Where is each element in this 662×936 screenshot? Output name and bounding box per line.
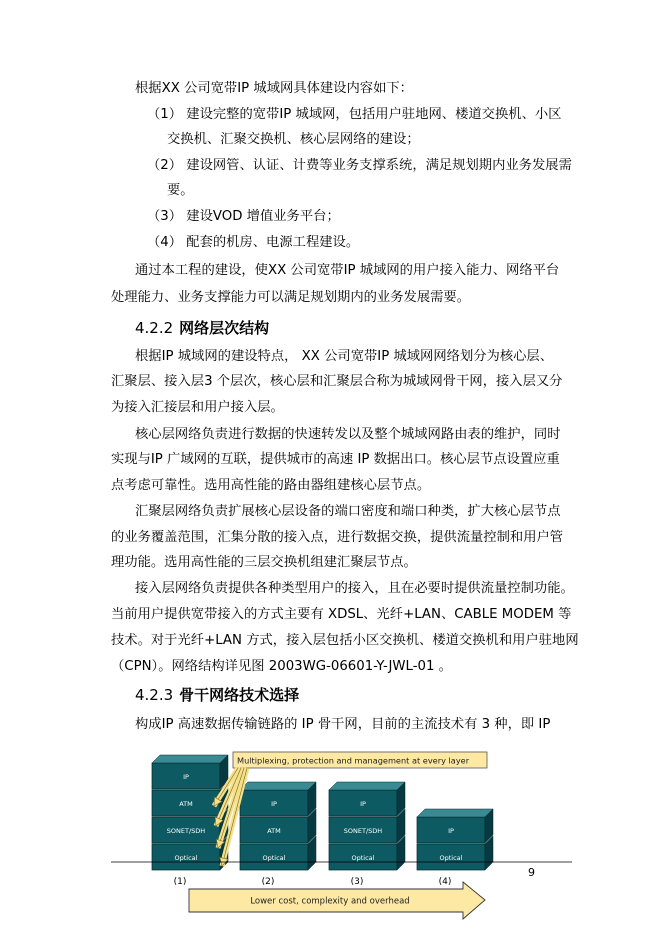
page-number: 9 bbox=[528, 866, 535, 879]
lower-cost-arrow-label: Lower cost, complexity and overhead bbox=[250, 896, 410, 907]
s422-line-2: 汇聚层、接入层3 个层次，核心层和汇聚层合称为城域网骨干网，接入层又分 bbox=[111, 374, 563, 389]
stack-layer-label: Optical bbox=[262, 854, 286, 862]
stack-layer-label: Optical bbox=[351, 854, 375, 862]
acc-line-3: 技术。对于光纤+LAN 方式，接入层包括小区交换机、楼道交换机和用户驻地网 bbox=[111, 633, 579, 648]
list-item-3: （3） 建设VOD 增值业务平台； bbox=[147, 209, 340, 224]
stack-layer-label: IP bbox=[271, 800, 277, 808]
list-item-1-line-1: （1） 建设完整的宽带IP 城域网，包括用户驻地网、楼道交换机、小区 bbox=[147, 107, 562, 122]
summary-line-1: 通过本工程的建设，使XX 公司宽带IP 城域网的用户接入能力、网络平台 bbox=[135, 263, 560, 278]
stack-layer-top bbox=[417, 809, 493, 817]
acc-line-2: 当前用户提供宽带接入的方式主要有 XDSL、光纤+LAN、CABLE MODEM 等 bbox=[111, 607, 572, 622]
stack-layer-label: ATM bbox=[179, 800, 193, 808]
section-title: 网络层次结构 bbox=[179, 319, 270, 337]
stack-layer-label: SONET/SDH bbox=[166, 827, 206, 835]
agg-line-3: 理功能。选用高性能的三层交换机组建汇聚层节点。 bbox=[111, 555, 417, 570]
agg-line-1: 汇聚层网络负责扩展核心层设备的端口密度和端口种类，扩大核心层节点 bbox=[135, 504, 561, 519]
stack-layer-label: Optical bbox=[439, 854, 463, 862]
list-item-2-line-2: 要。 bbox=[167, 183, 194, 198]
stack-layer-top bbox=[240, 782, 316, 790]
summary-line-2: 处理能力、业务支撑能力可以满足规划期内的业务发展需要。 bbox=[111, 290, 471, 305]
stack-layer-label: IP bbox=[360, 800, 366, 808]
list-item-4: （4） 配套的机房、电源工程建设。 bbox=[147, 235, 360, 250]
callout-text: Multiplexing, protection and management at every layer bbox=[237, 755, 470, 766]
stack-layer-label: IP bbox=[448, 827, 454, 835]
stack-layer-label: Optical bbox=[174, 854, 198, 862]
list-item-1-line-2: 交换机、汇聚交换机、核心层网络的建设； bbox=[167, 132, 420, 147]
core-line-3: 点考虑可靠性。选用高性能的路由器组建核心层节点。 bbox=[111, 478, 431, 493]
stack-label: (2) bbox=[261, 877, 275, 887]
section-title: 骨干网络技术选择 bbox=[179, 686, 300, 704]
s423-line-1: 构成IP 高速数据传输链路的 IP 骨干网，目前的主流技术有 3 种，即 IP bbox=[135, 717, 551, 732]
core-line-1: 核心层网络负责进行数据的快速转发以及整个城域网路由表的维护，同时 bbox=[135, 427, 561, 442]
stack-label: (3) bbox=[350, 877, 364, 887]
stack-layer-label: ATM bbox=[267, 827, 281, 835]
s422-line-1: 根据IP 城域网的建设特点， XX 公司宽带IP 城域网网络划分为核心层、 bbox=[135, 349, 554, 364]
stack-layer-label: IP bbox=[183, 773, 189, 781]
stack-layer-label: SONET/SDH bbox=[343, 827, 383, 835]
stack-label: (4) bbox=[438, 877, 452, 887]
section-number: 4.2.2 bbox=[135, 319, 174, 337]
stack-layer-top bbox=[329, 782, 405, 790]
agg-line-2: 的业务覆盖范围，汇集分散的接入点，进行数据交换，提供流量控制和用户管 bbox=[111, 530, 564, 545]
stack-layer-top bbox=[152, 755, 228, 763]
intro-line: 根据XX 公司宽带IP 城域网具体建设内容如下： bbox=[135, 81, 413, 96]
acc-line-1: 接入层网络负责提供各种类型用户的接入，且在必要时提供流量控制功能。 bbox=[135, 581, 574, 596]
core-line-2: 实现与IP 广域网的互联，提供城市的高速 IP 数据出口。核心层节点设置应重 bbox=[111, 452, 560, 467]
s422-line-3: 为接入汇接层和用户接入层。 bbox=[111, 400, 284, 415]
list-item-2-line-1: （2） 建设网管、认证、计费等业务支撑系统，满足规划期内业务发展需 bbox=[147, 158, 572, 173]
acc-line-4: （CPN）。网络结构详见图 2003WG-06601-Y-JWL-01 。 bbox=[111, 659, 452, 674]
stack-label: (1) bbox=[173, 877, 187, 887]
section-number: 4.2.3 bbox=[135, 686, 174, 704]
